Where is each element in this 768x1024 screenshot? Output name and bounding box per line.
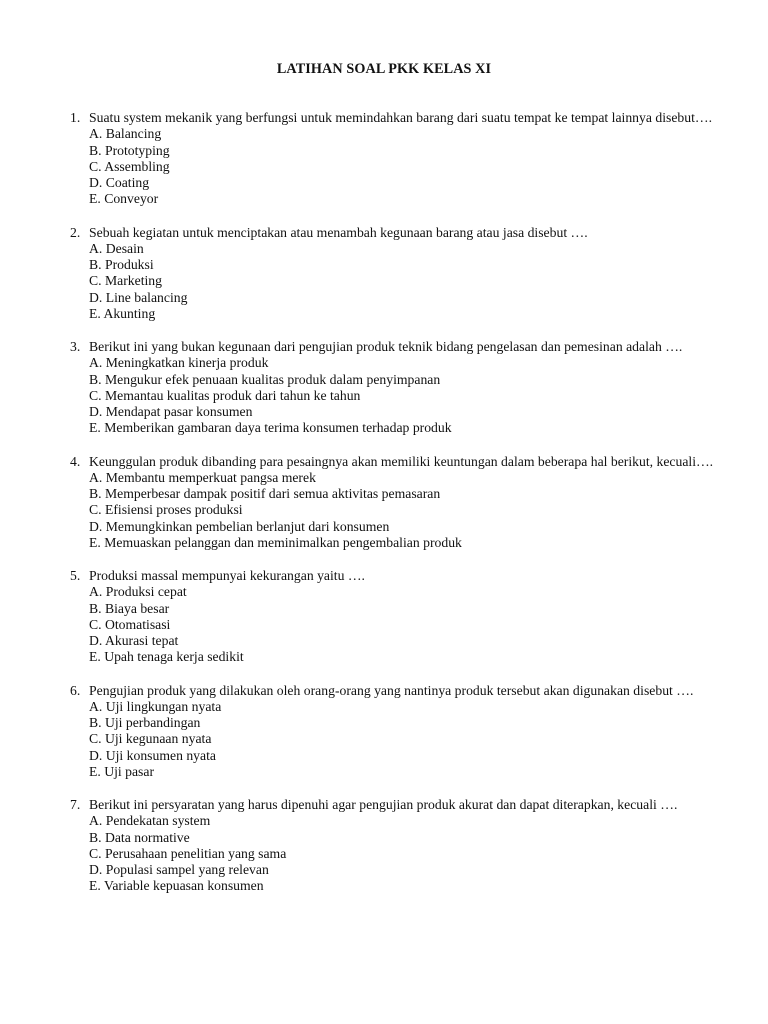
question-item [70, 110, 720, 208]
option-d: D. Populasi sampel yang relevan [89, 862, 269, 877]
option-a: A. Balancing [89, 126, 162, 142]
question-text: Produksi massal mempunyai kekurangan yaitu …. [89, 568, 365, 583]
option-list [89, 584, 720, 665]
option-e: E. Variable kepuasan konsumen [89, 878, 264, 894]
question-text: Berikut ini persyaratan yang harus dipenuhi agar pengujian produk akurat dan dapat diterapkan, kecuali …. [89, 797, 678, 812]
option-d: D. Line balancing [89, 289, 188, 305]
option-list [89, 699, 720, 780]
question-item [70, 797, 720, 895]
question-list [70, 110, 720, 912]
option-c: C. Assembling [89, 158, 170, 174]
option-c: C. Perusahaan penelitian yang sama [89, 845, 287, 861]
question-item [70, 683, 720, 781]
option-list [89, 241, 720, 322]
option-list [89, 126, 720, 207]
option-c: C. Marketing [89, 273, 162, 289]
question-number: 7. [70, 797, 81, 812]
question-number: 1. [70, 110, 81, 125]
option-list [89, 813, 720, 894]
question-item [70, 339, 720, 437]
option-c: C. Memantau kualitas produk dari tahun ke tahun [89, 387, 361, 403]
option-e: E. Uji pasar [89, 763, 154, 779]
option-c: C. Otomatisasi [89, 616, 171, 632]
option-e: E. Memuaskan pelanggan dan meminimalkan pengembalian produk [89, 534, 462, 550]
option-e: E. Memberikan gambaran daya terima konsumen terhadap produk [89, 420, 452, 436]
option-d: D. Uji konsumen nyata [89, 747, 216, 763]
option-e: E. Conveyor [89, 191, 159, 207]
question-text: Keunggulan produk dibanding para pesaingnya akan memiliki keuntungan dalam beberapa hal berikut, kecuali…. [89, 453, 714, 469]
option-b: B. Memperbesar dampak positif dari semua aktivitas pemasaran [89, 486, 441, 501]
document-title: LATIHAN SOAL PKK KELAS XI [276, 61, 492, 77]
option-c: C. Efisiensi proses produksi [89, 502, 243, 518]
option-list [89, 355, 720, 436]
question-text: Sebuah kegiatan untuk menciptakan atau menambah kegunaan barang atau jasa disebut …. [89, 224, 588, 240]
option-e: E. Upah tenaga kerja sedikit [89, 649, 244, 665]
option-a: A. Membantu memperkuat pangsa merek [89, 469, 316, 485]
option-b: B. Mengukur efek penuaan kualitas produk dalam penyimpanan [89, 371, 441, 387]
question-text: Suatu system mekanik yang berfungsi untuk memindahkan barang dari suatu tempat ke tempat lainnya disebut…. [89, 110, 713, 125]
question-number: 3. [70, 339, 81, 354]
question-item [70, 568, 720, 666]
option-a: A. Produksi cepat [89, 584, 187, 600]
option-a: A. Uji lingkungan nyata [89, 698, 222, 714]
question-item [70, 454, 720, 552]
option-d: D. Mendapat pasar konsumen [89, 404, 253, 419]
question-item [70, 225, 720, 323]
option-c: C. Uji kegunaan nyata [89, 731, 212, 747]
question-number: 4. [70, 453, 81, 469]
option-d: D. Coating [89, 175, 150, 190]
question-text: Berikut ini yang bukan kegunaan dari pengujian produk teknik bidang pengelasan dan pemesinan adalah …. [89, 339, 683, 354]
option-a: A. Pendekatan system [89, 813, 211, 829]
option-a: A. Desain [89, 240, 144, 256]
option-d: D. Memungkinkan pembelian berlanjut dari konsumen [89, 518, 390, 534]
option-list [89, 470, 720, 551]
option-b: B. Biaya besar [89, 600, 170, 616]
option-b: B. Data normative [89, 829, 190, 845]
option-e: E. Akunting [89, 305, 156, 321]
question-text: Pengujian produk yang dilakukan oleh orang-orang yang nantinya produk tersebut akan digunakan disebut …. [89, 682, 694, 698]
option-b: B. Produksi [89, 257, 154, 272]
option-b: B. Uji perbandingan [89, 715, 201, 730]
option-b: B. Prototyping [89, 142, 170, 158]
question-number: 2. [70, 224, 81, 240]
option-a: A. Meningkatkan kinerja produk [89, 355, 269, 371]
question-number: 5. [70, 568, 81, 583]
question-number: 6. [70, 682, 81, 698]
option-d: D. Akurasi tepat [89, 633, 179, 648]
